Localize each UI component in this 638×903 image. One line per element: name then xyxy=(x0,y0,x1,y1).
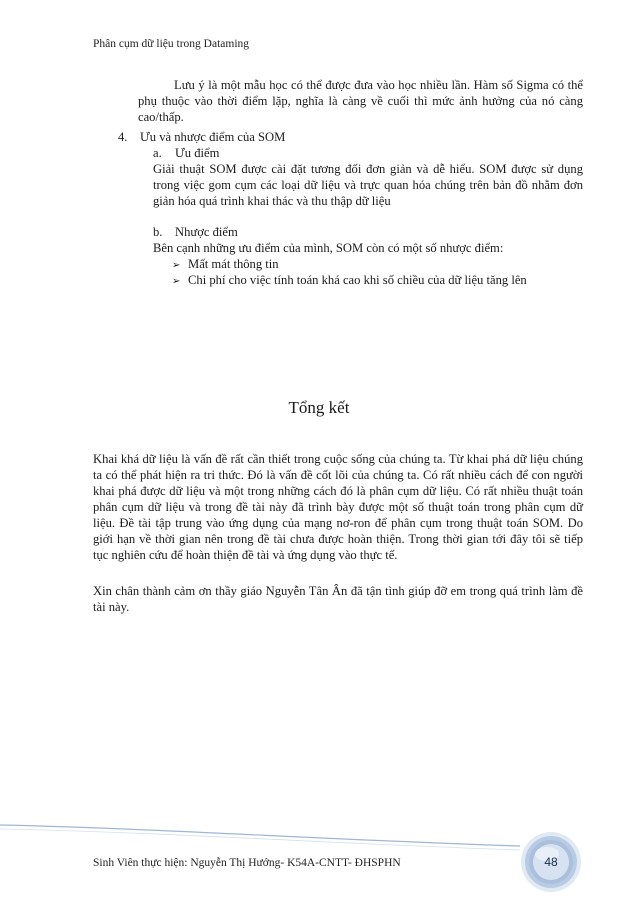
arrow-bullet-icon: ➢ xyxy=(172,276,181,287)
page-number: 48 xyxy=(544,855,558,869)
advantages-letter: a. xyxy=(153,146,162,160)
running-header: Phân cụm dữ liệu trong Dataming xyxy=(93,38,250,50)
footer-curve xyxy=(0,825,520,846)
section4-title: Ưu và nhược điểm của SOM xyxy=(140,130,286,144)
summary-title: Tổng kết xyxy=(288,398,350,417)
advantages-title: Ưu điểm xyxy=(175,146,220,160)
disadvantages-text: Bên cạnh những ưu điểm của mình, SOM còn có một số nhược điểm: xyxy=(153,241,504,255)
section4-number: 4. xyxy=(118,130,128,144)
thanks-paragraph: Xin chân thành cảm ơn thầy giáo Nguyễn Tân Ân đã tận tình giúp đỡ em trong quá trình làm đề tài này. xyxy=(93,584,583,614)
advantages-text: Giải thuật SOM được cài đặt tương đối đơn giản và dễ hiểu. SOM được sử dụng trong việc gom cụm các loại dữ liệu và trực quan hóa chúng trên bản đồ nhằm đơn giản hóa quá trình khai thác và thu thập dữ liệu xyxy=(153,162,583,208)
intro-paragraph: Lưu ý là một mẫu học có thể được đưa vào học nhiều lần. Hàm số Sigma có thể phụ thuộc vào thời điểm lặp, nghĩa là càng về cuối thì mức ảnh hưởng của nó càng cao/thấp. xyxy=(138,78,583,124)
bullet-text: Chi phí cho việc tính toán khá cao khi số chiều của dữ liệu tăng lên xyxy=(188,273,527,287)
disadvantages-letter: b. xyxy=(153,225,163,239)
bullet-text: Mất mát thông tin xyxy=(188,257,279,271)
footer-curve-soft xyxy=(0,829,520,850)
footer-author: Sinh Viên thực hiện: Nguyễn Thị Hướng- K54A-CNTT- ĐHSPHN xyxy=(93,857,401,869)
disadvantages-title: Nhược điểm xyxy=(175,225,238,239)
arrow-bullet-icon: ➢ xyxy=(172,260,181,271)
summary-paragraph: Khai khá dữ liệu là vấn đề rất cần thiết trong cuộc sống của chúng ta. Từ khai phá dữ liệu chúng ta có thể phát hiện ra tri thức. Đó là vấn đề cốt lõi của chúng ta. Có rất nhiều cách để con người khai phá được dữ liệu và một trong những cách đó là phân cụm dữ liệu. Có rất nhiều thuật toán phân cụm dữ liệu và trong đề tài này đã trình bày được một số thuật toán trong phân cụm dữ liệu. Đề tài tập trung vào ứng dụng của mạng nơ-ron để phân cụm trong thuật toán SOM. Do giới hạn về thời gian nên trong đề tài chưa được hoàn thiện. Trong thời gian tới đây tôi sẽ tiếp tục nghiên cứu để hoàn thiện đề tài và ứng dụng vào thực tế. xyxy=(93,452,583,562)
